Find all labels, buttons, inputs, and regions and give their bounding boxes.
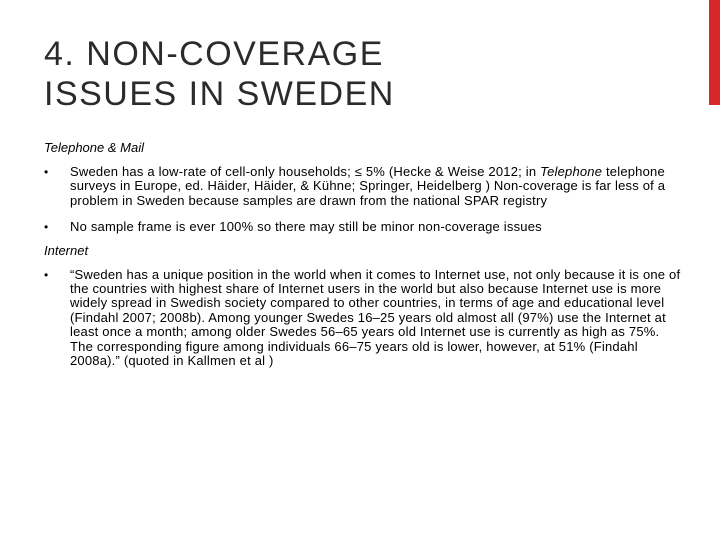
bullet-text: Sweden has a low-rate of cell-only households; ≤ 5% (Hecke & Weise 2012; in Telephone telephone surveys in Europe, ed. Häider, Häider, & Kühne; Springer, Heidelberg ) Non-coverage is far less of a problem in Sweden because samples are drawn from the national SPAR registry [70, 164, 666, 208]
slide-content [44, 140, 684, 380]
bullet-item [44, 220, 684, 234]
bullet-item [44, 268, 684, 369]
bullet-dot-icon: • [44, 165, 49, 179]
slide-title-line-1: 4. NON-COVERAGE [44, 35, 384, 73]
bullet-dot-icon: • [44, 267, 49, 282]
bullet-text: No sample frame is ever 100% so there may still be minor non-coverage issues [70, 219, 542, 235]
internet-bullet-list [44, 268, 684, 369]
section-label-telephone: Telephone & Mail [44, 140, 144, 155]
bullet-item [44, 165, 684, 208]
section-label-internet: Internet [44, 242, 89, 258]
bullet-text: “Sweden has a unique position in the world when it comes to Internet use, not only because it is one of the countries with highest share of Internet users in the world but also because Internet use is more widely spread in Swedish society compared to other countries, in terms of age and educational level (Findahl 2007; 2008b). Among younger Swedes 16–25 years old almost all (97%) use the Internet at least once a month; among older Swedes 56–65 years old Internet use is currently as high as 75%. The corresponding figure among individuals 66–75 years old is lower, however, at 51% (Findahl 2008a).” (quoted in Kallmen et al ) [70, 266, 681, 369]
book-title: Telephone [540, 164, 603, 179]
slide-title [44, 34, 684, 114]
bullet-dot-icon: • [44, 220, 49, 235]
telephone-bullet-list [44, 165, 684, 235]
slide-title-line-2: ISSUES IN SWEDEN [44, 75, 395, 113]
accent-bar [709, 0, 720, 105]
